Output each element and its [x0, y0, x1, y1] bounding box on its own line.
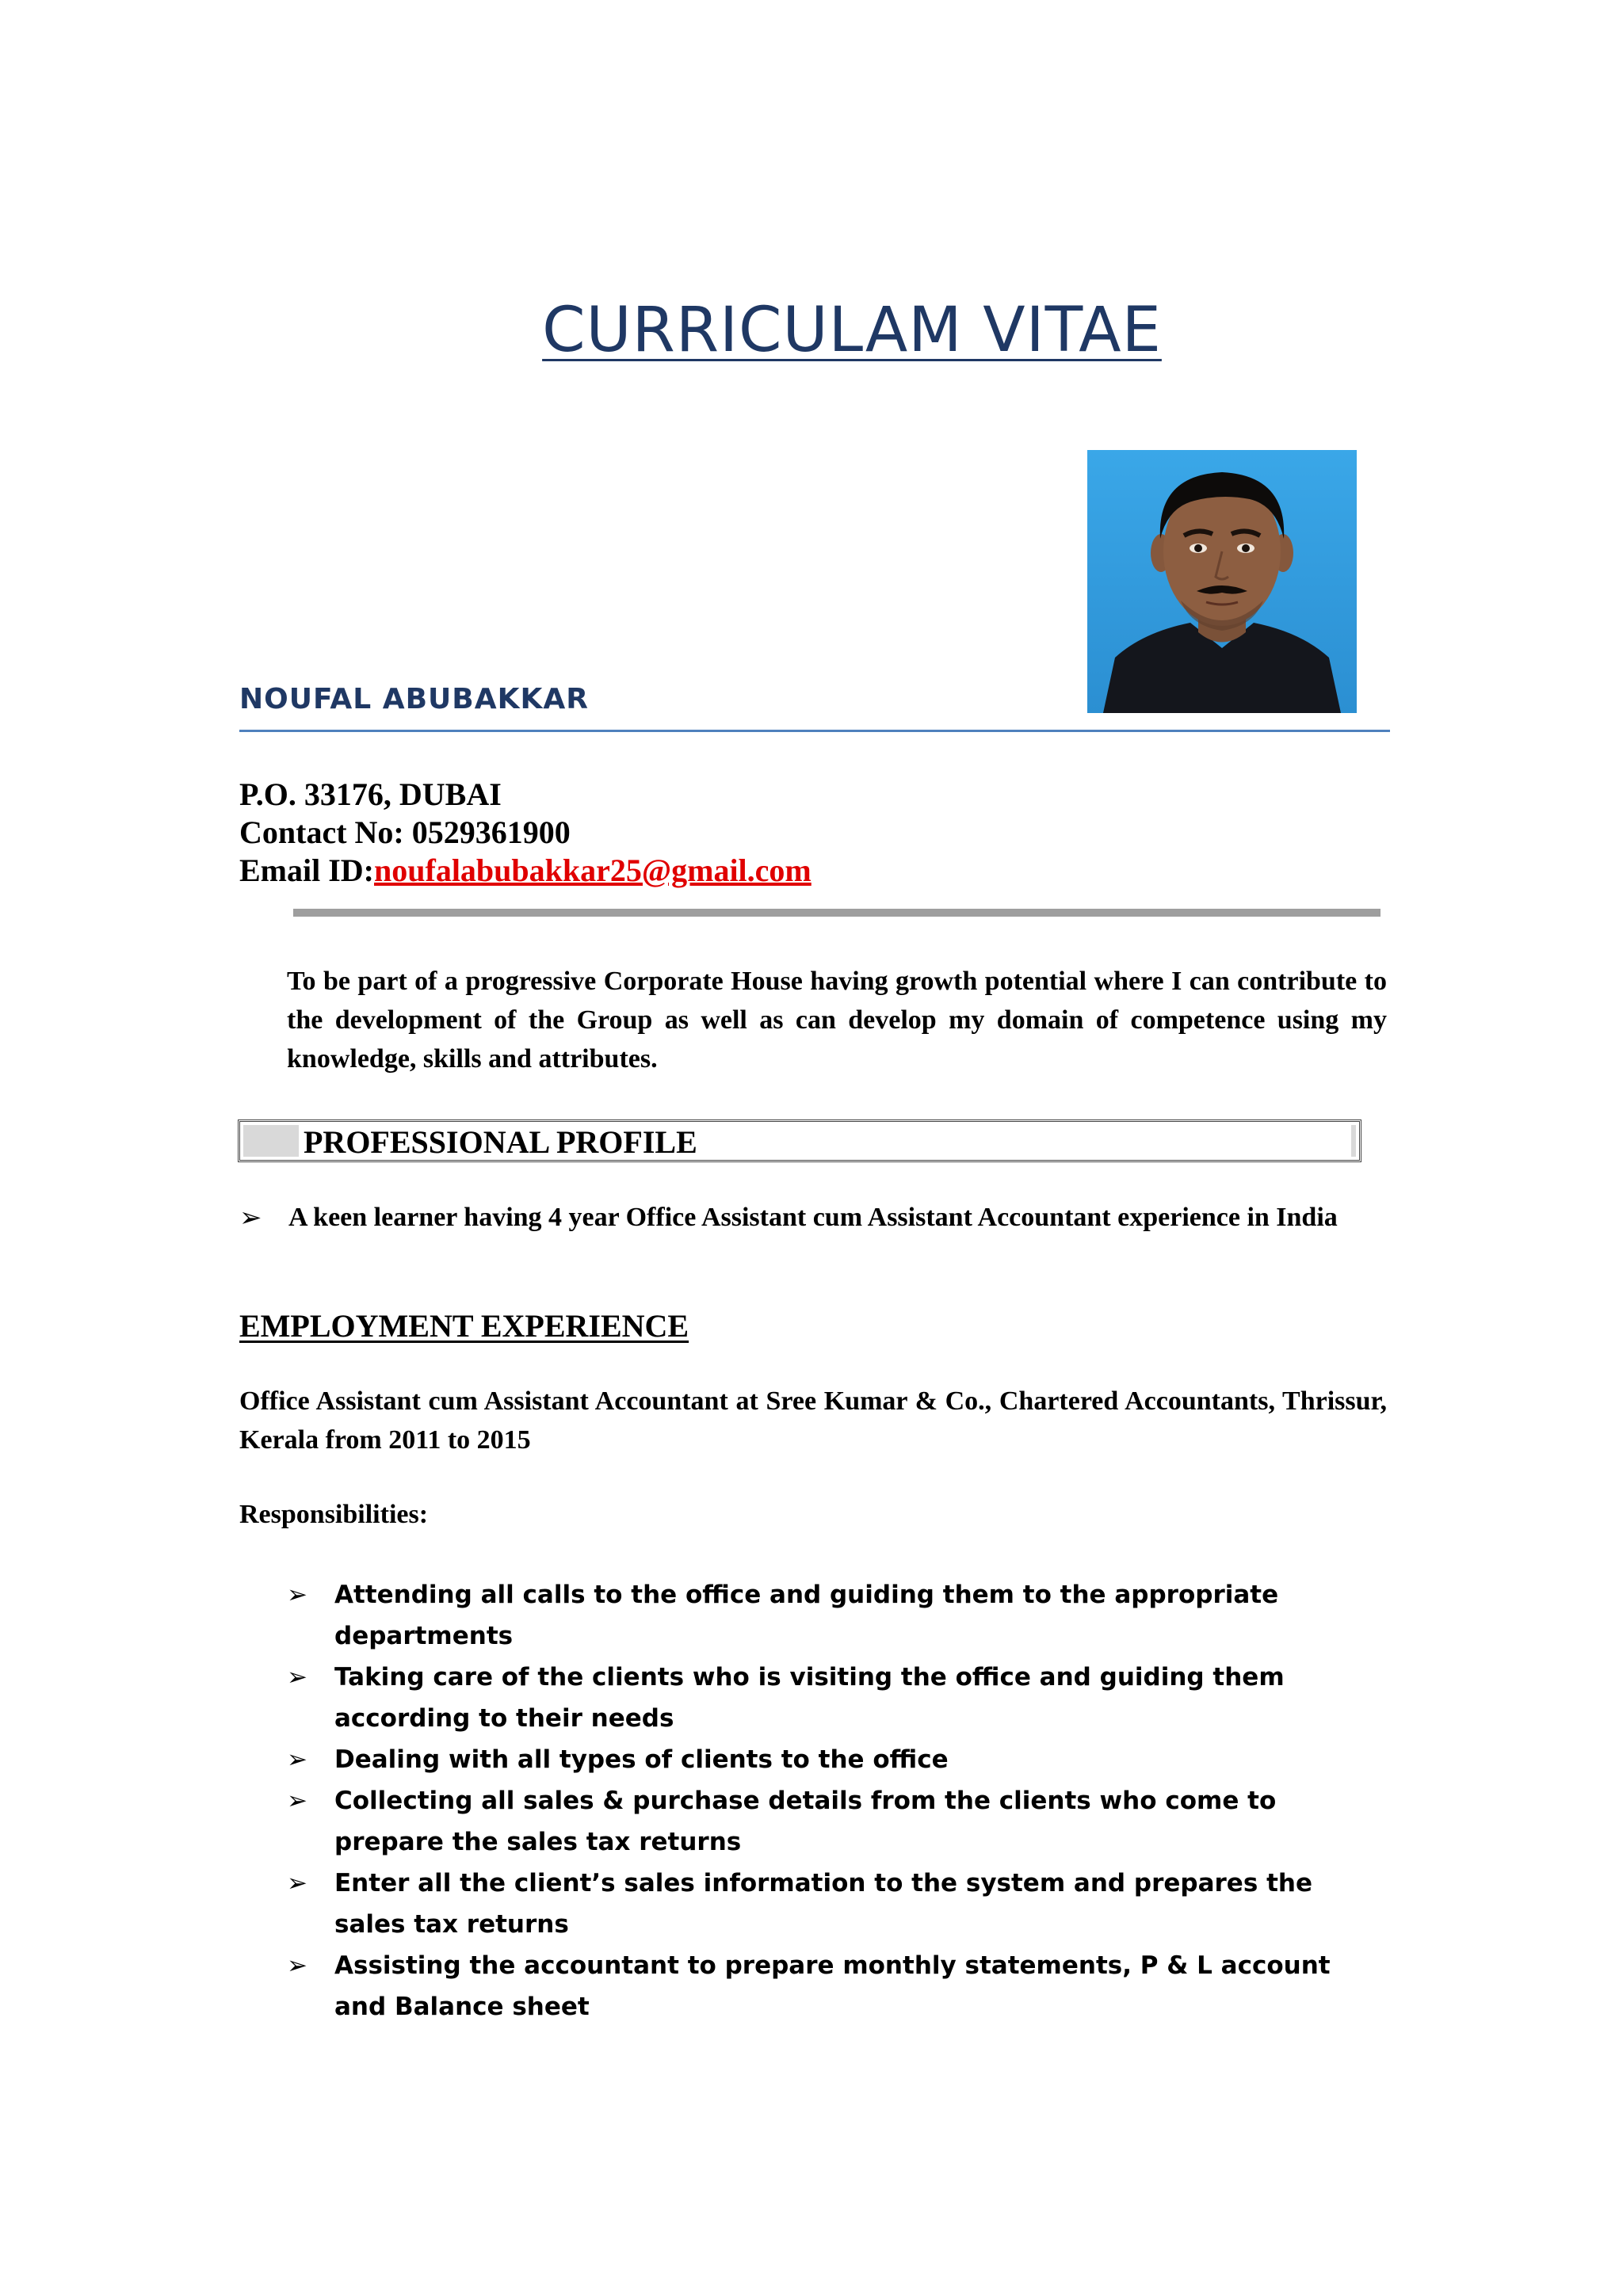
list-item — [239, 1201, 1387, 1234]
professional-profile-list — [239, 1201, 1387, 1234]
page-title: CURRICULAM VITAE — [542, 295, 1162, 366]
contact-number: Contact No: 0529361900 — [239, 814, 571, 850]
list-item — [287, 1739, 1387, 1780]
candidate-name: NOUFAL ABUBAKKAR — [239, 683, 589, 715]
email-label: Email ID: — [239, 852, 374, 888]
list-item — [287, 1657, 1387, 1739]
responsibilities-list — [287, 1574, 1387, 2027]
professional-profile-heading-box — [238, 1119, 1361, 1162]
list-item-text: Dealing with all types of clients to the office — [334, 1745, 949, 1774]
heading-shade — [243, 1125, 299, 1157]
heading-shade-right — [1351, 1125, 1356, 1157]
list-item — [287, 1574, 1387, 1657]
arrow-bullet-icon: ➢ — [287, 1581, 307, 1609]
list-item — [287, 1863, 1387, 1945]
career-objective: To be part of a progressive Corporate House having growth potential where I can contribute to the development of the Group as well as can develop my domain of competence using my knowledge, skills and attributes. — [287, 967, 1387, 1074]
list-item-text: Assisting the accountant to prepare monthly statements, P & L account and Balance sheet — [334, 1951, 1331, 2021]
address: P.O. 33176, DUBAI — [239, 776, 502, 812]
list-item — [287, 1780, 1387, 1863]
list-item-text: Enter all the client’s sales information to the system and prepares the sales tax returns — [334, 1869, 1312, 1939]
arrow-bullet-icon: ➢ — [287, 1787, 307, 1815]
profile-photo — [1087, 450, 1357, 713]
arrow-bullet-icon: ➢ — [239, 1202, 262, 1234]
arrow-bullet-icon: ➢ — [287, 1663, 307, 1691]
list-item-text: Taking care of the clients who is visiting the office and guiding them according to their needs — [334, 1663, 1285, 1733]
portrait-image — [1087, 450, 1357, 713]
list-item-text: Attending all calls to the office and guiding them to the appropriate departments — [334, 1581, 1279, 1650]
list-item-text: A keen learner having 4 year Office Assistant cum Assistant Accountant experience in India — [288, 1203, 1338, 1232]
list-item-text: Collecting all sales & purchase details from the clients who come to prepare the sales tax returns — [334, 1787, 1277, 1856]
employment-heading: EMPLOYMENT EXPERIENCE — [239, 1308, 689, 1344]
arrow-bullet-icon: ➢ — [287, 1951, 307, 1980]
name-divider — [239, 730, 1390, 732]
list-item — [287, 1945, 1387, 2027]
contact-divider — [293, 909, 1381, 917]
professional-profile-heading: PROFESSIONAL PROFILE — [304, 1124, 697, 1160]
email-line — [239, 852, 812, 889]
responsibilities-label: Responsibilities: — [239, 1500, 429, 1529]
email-link[interactable]: noufalabubakkar25@gmail.com — [374, 852, 812, 888]
employment-detail: Office Assistant cum Assistant Accountant at Sree Kumar & Co., Chartered Accountants, Thrissur, Kerala from 2011 to 2015 — [239, 1386, 1387, 1455]
arrow-bullet-icon: ➢ — [287, 1869, 307, 1897]
arrow-bullet-icon: ➢ — [287, 1745, 307, 1774]
